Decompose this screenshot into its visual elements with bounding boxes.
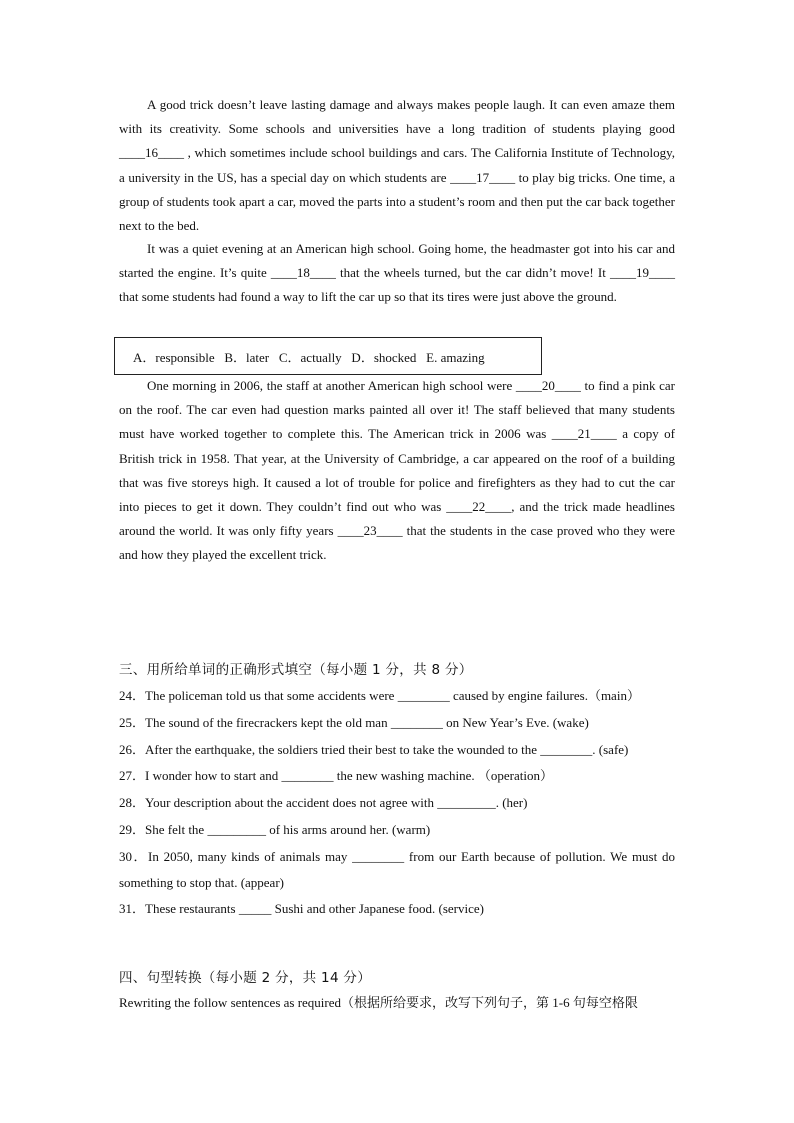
section-4-instruction: Rewriting the follow sentences as required（根据所给要求，改写下列句子，第 1-6 句每空格限 [119, 995, 638, 1010]
section-3-heading: 三、用所给单词的正确形式填空（每小题 1 分，共 8 分） [119, 662, 473, 678]
word-choice-list: A．responsible B．later C．actually D．shocked E. amazing [133, 349, 485, 365]
word-choice-box [114, 337, 542, 375]
question-29: 29．She felt the _________ of his arms around her. (warm) [119, 821, 431, 837]
passage-paragraph-3: One morning in 2006, the staff at another American high school were ____20____ to find a pink car on the roof. The car even had question marks painted all over it! The staff believed that many students must have worked together to complete this. The American trick in 2006 was ____21____ a copy of British trick in 1958. That year, at the University of Cambridge, a car appeared on the roof of a building that was five storeys high. It caused a lot of trouble for police and firefighters as they had to cut the car into pieces to get it down. They couldn’t find out who was ____22____, and the trick made headlines around the world. It was only fifty years ____23____ that the students in the case proved who they were and how they played the excellent trick. [119, 378, 675, 563]
question-28: 28．Your description about the accident does not agree with _________. (her) [119, 795, 528, 811]
question-24: 24．The policeman told us that some accidents were ________ caused by engine failures.（main） [119, 688, 640, 703]
passage-paragraph-2: It was a quiet evening at an American high school. Going home, the headmaster got into his car and started the engine. It’s quite ____18____ that the wheels turned, but the car didn’t move! It ____19____ that some students had found a way to lift the car up so that its tires were just above the ground. [119, 241, 675, 305]
question-27: 27．I wonder how to start and ________ the new washing machine. （operation） [119, 768, 553, 784]
passage-paragraph-1: A good trick doesn’t leave lasting damage and always makes people laugh. It can even amaze them with its creativity. Some schools and universities have a long tradition of students playing good ____16____ , which sometimes include school buildings and cars. The California Institute of Technology, a university in the US, has a special day on which students are ____17____ to play big tricks. One time, a group of students took apart a car, moved the parts into a student’s room and then put the car back together next to the bed. [119, 97, 675, 234]
fill-in-list [119, 683, 675, 923]
question-30: 30．In 2050, many kinds of animals may ________ from our Earth because of pollution. We must do something to stop that. (appear) [119, 848, 675, 890]
question-25: 25．The sound of the firecrackers kept the old man ________ on New Year’s Eve. (wake) [119, 714, 589, 730]
question-26: 26．After the earthquake, the soldiers tried their best to take the wounded to the ________. (safe) [119, 741, 629, 757]
section-4-heading: 四、句型转换（每小题 2 分，共 14 分） [119, 970, 372, 986]
question-31: 31．These restaurants _____ Sushi and other Japanese food. (service) [119, 900, 484, 916]
